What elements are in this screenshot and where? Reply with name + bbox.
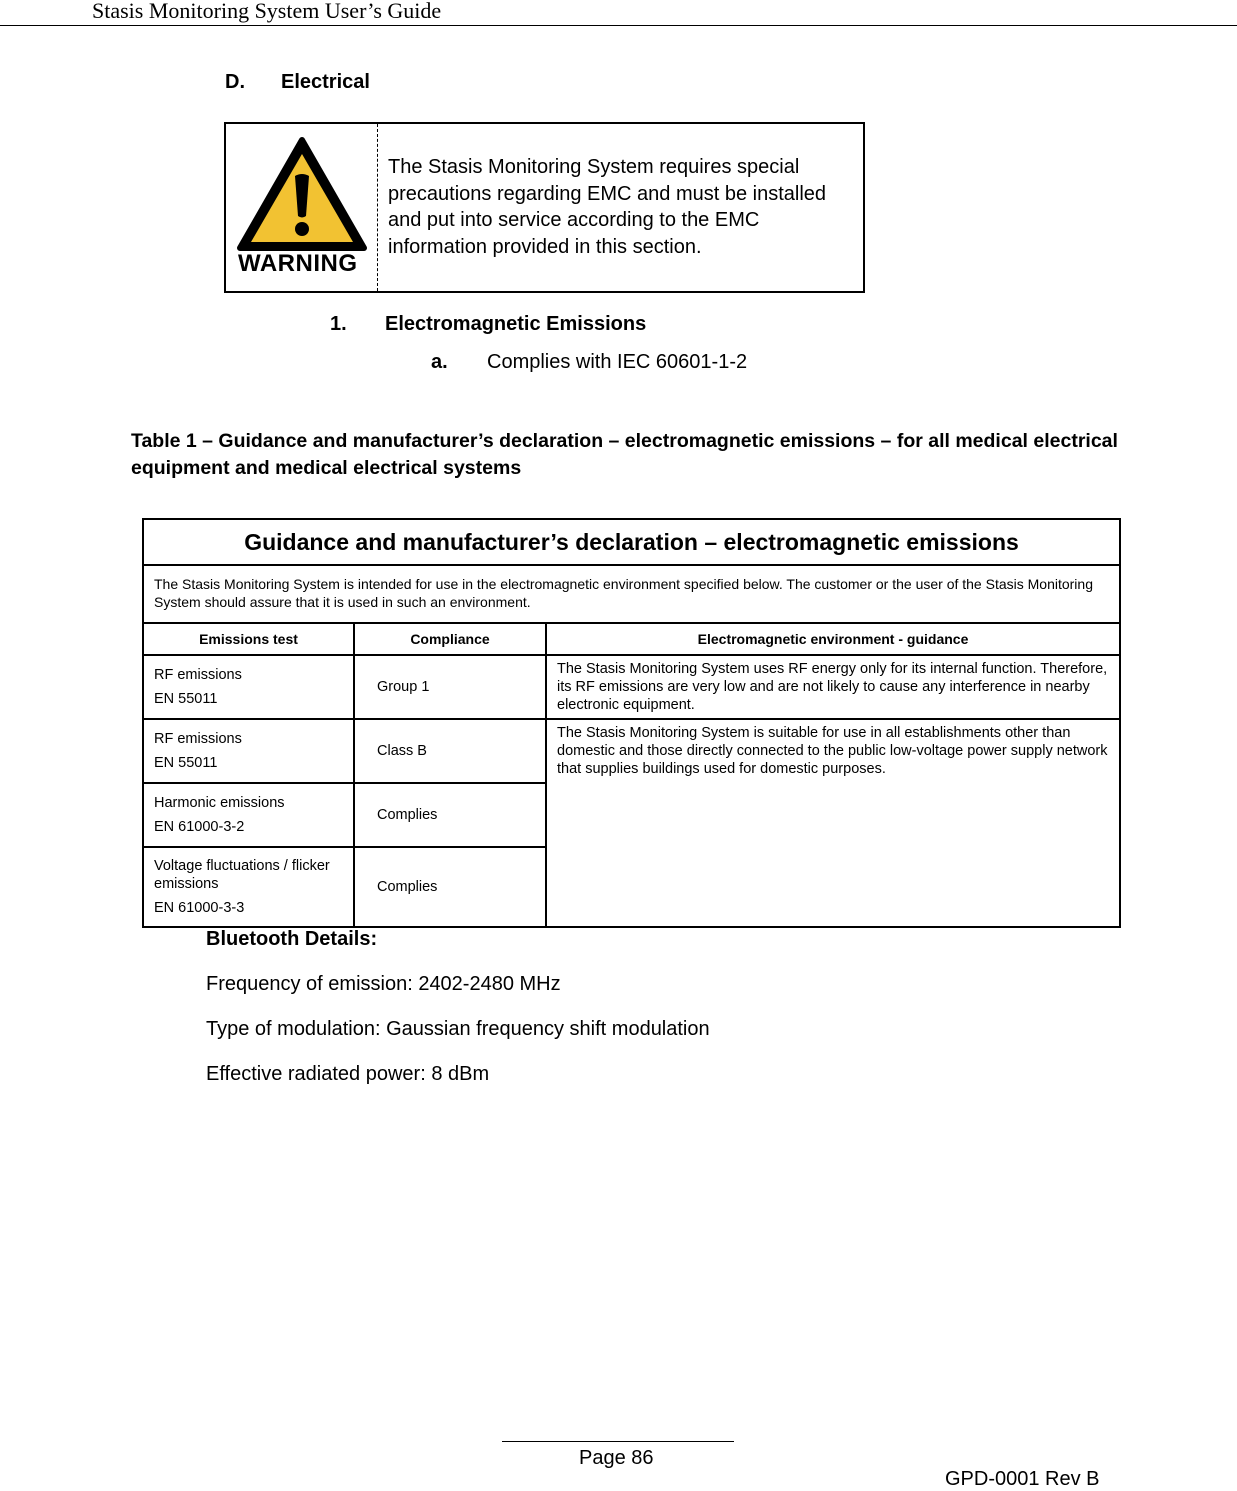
test-standard: EN 55011 — [154, 755, 218, 771]
bluetooth-frequency: Frequency of emission: 2402-2480 MHz — [206, 973, 561, 995]
test-standard: EN 55011 — [154, 691, 218, 707]
item-letter: a. — [431, 351, 448, 373]
page-number: Page 86 — [579, 1447, 654, 1469]
warning-box — [224, 122, 865, 293]
table-row — [143, 655, 1120, 719]
compliance-cell: Complies — [354, 847, 546, 927]
table-intro: The Stasis Monitoring System is intended for use in the electromagnetic environment specified below. The customer or the user of the Stasis Monitoring System should assure that it is used in such an environment. — [143, 565, 1120, 623]
test-name: Harmonic emissions — [154, 795, 285, 811]
header-rule — [0, 25, 1237, 26]
emissions-test-cell — [143, 719, 354, 783]
warning-triangle-icon — [236, 136, 368, 254]
column-header: Electromagnetic environment - guidance — [546, 623, 1120, 655]
warning-text: The Stasis Monitoring System requires special precautions regarding EMC and must be installed and put into service according to the EMC information provided in this section. — [388, 156, 827, 258]
section-title: Electrical — [281, 71, 370, 93]
subsection-number: 1. — [330, 313, 347, 335]
document-id: GPD-0001 Rev B — [945, 1468, 1100, 1490]
compliance-cell: Complies — [354, 783, 546, 847]
emissions-test-cell — [143, 783, 354, 847]
compliance-cell: Class B — [354, 719, 546, 783]
emissions-test-cell — [143, 847, 354, 927]
emissions-table — [142, 518, 1121, 928]
column-header: Compliance — [354, 623, 546, 655]
test-standard: EN 61000-3-2 — [154, 819, 245, 835]
table-caption: Table 1 – Guidance and manufacturer’s declaration – electromagnetic emissions – for all medical electrical equipment and medical electrical systems — [131, 430, 1118, 479]
test-name: RF emissions — [154, 667, 242, 683]
list-item — [431, 351, 747, 374]
bluetooth-power: Effective radiated power: 8 dBm — [206, 1063, 490, 1085]
guidance-cell: The Stasis Monitoring System uses RF energy only for its internal function. Therefore, its RF emissions are very low and are not likely to cause any interference in nearby electronic equipment. — [546, 655, 1120, 719]
bluetooth-modulation: Type of modulation: Gaussian frequency shift modulation — [206, 1018, 710, 1040]
warning-label: WARNING — [238, 250, 358, 277]
section-number: D. — [225, 71, 245, 93]
table-title: Guidance and manufacturer’s declaration – electromagnetic emissions — [143, 519, 1120, 565]
test-name: Voltage fluctuations / flicker emissions — [154, 858, 330, 892]
emissions-test-cell — [143, 655, 354, 719]
test-name: RF emissions — [154, 731, 242, 747]
compliance-cell: Group 1 — [354, 655, 546, 719]
subsection-title: Electromagnetic Emissions — [385, 313, 647, 335]
bluetooth-heading: Bluetooth Details: — [206, 928, 378, 950]
warning-divider — [377, 124, 378, 291]
table-row — [143, 719, 1120, 783]
subsection-heading — [330, 313, 646, 336]
section-heading — [225, 71, 370, 94]
item-text: Complies with IEC 60601-1-2 — [487, 351, 748, 373]
guidance-cell: The Stasis Monitoring System is suitable for use in all establishments other than domestic and those directly connected to the public low-voltage power supply network that supplies buildings used for domestic purposes. — [546, 719, 1120, 927]
test-standard: EN 61000-3-3 — [154, 900, 245, 916]
footer-rule — [502, 1441, 734, 1442]
column-header: Emissions test — [143, 623, 354, 655]
running-header: Stasis Monitoring System User’s Guide — [92, 0, 442, 23]
